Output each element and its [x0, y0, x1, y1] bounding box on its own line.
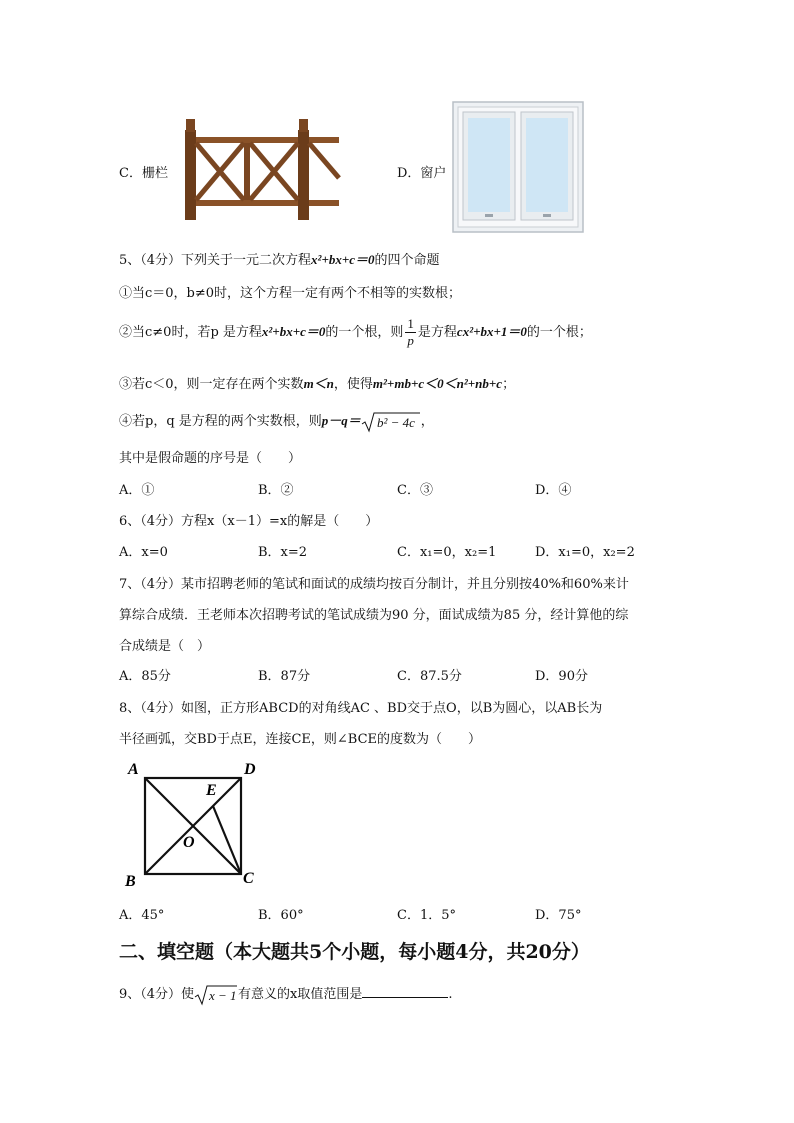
q6-option-b: B．x=2 [258, 545, 308, 560]
q7-option-b: B．87分 [258, 669, 311, 684]
q7-option-c: C．87.5分 [397, 669, 462, 684]
q6-option-d: D．x₁=0，x₂=2 [535, 545, 635, 560]
vertex-c-label: C [243, 870, 254, 887]
vertex-d-label: D [244, 761, 256, 778]
q5-stem: 5、（4分）下列关于一元二次方程x²+bx+c＝0的四个命题 [119, 252, 440, 268]
q6-stem: 6、（4分）方程x（x－1）=x的解是（ ） [119, 514, 379, 529]
q8-option-c: C．1．5° [397, 908, 456, 923]
sqrt-x-minus-1 [194, 984, 238, 1006]
option-d-label: D．窗户 [397, 166, 447, 181]
q5-option-d: D．④ [535, 483, 572, 498]
q8-option-b: B．60° [258, 908, 304, 923]
square-figure [120, 755, 270, 890]
sqrt-radicand: x − 1 [209, 987, 237, 1003]
sqrt-b2-4c [361, 411, 421, 433]
vertex-a-label: A [128, 761, 139, 778]
q5-proposition-2: ②当c≠0时，若p 是方程x²+bx+c＝0的一个根，则 $\frac{1}{p}$ 是方程cx²+bx+1＝0的一个根； [119, 316, 592, 348]
answer-blank[interactable] [362, 983, 448, 998]
q7-line-1: 7、（4分）某市招聘老师的笔试和面试的成绩均按百分制计，并且分别按40%和60%来计 [119, 577, 629, 592]
q5-option-a: A．① [119, 483, 155, 498]
q7-option-a: A．85分 [119, 669, 171, 684]
q8-option-d: D．75° [535, 908, 582, 923]
fence-image [181, 116, 343, 222]
q9-stem: 9、（4分）使 x − 1 有意义的x取值范围是 . [119, 983, 453, 1006]
q5-option-b: B．② [258, 483, 294, 498]
q6-option-c: C．x₁=0，x₂=1 [397, 545, 497, 560]
q5-proposition-4: ④若p，q 是方程的两个实数根，则p－q＝ b² − 4c ， [119, 410, 434, 433]
q8-option-a: A．45° [119, 908, 165, 923]
q6-option-a: A．x=0 [119, 545, 168, 560]
segment-ce [213, 806, 241, 874]
fraction-1-over-p: $\frac{1}{p}$ [407, 316, 414, 348]
q8-line-1: 8、（4分）如图，正方形ABCD的对角线AC 、BD交于点O，以B为圆心，以AB长为 [119, 701, 603, 716]
section-2-title: 二、填空题（本大题共5个小题，每小题4分，共20分） [119, 941, 590, 963]
point-o-label: O [183, 834, 195, 851]
q7-option-d: D．90分 [535, 669, 588, 684]
q5-proposition-1: ①当c＝0，b≠0时，这个方程一定有两个不相等的实数根； [119, 286, 462, 301]
q5-ask: 其中是假命题的序号是（ ） [119, 451, 302, 466]
q5-proposition-3: ③若c＜0，则一定存在两个实数m＜n，使得m²+mb+c＜0＜n²+nb+c； [119, 376, 516, 392]
q5-option-c: C．③ [397, 483, 433, 498]
vertex-b-label: B [125, 873, 136, 890]
q8-line-2: 半径画弧，交BD于点E，连接CE，则∠BCE的度数为（ ） [119, 732, 482, 747]
q7-line-2: 算综合成绩．王老师本次招聘考试的笔试成绩为90 分，面试成绩为85 分，经计算他的综 [119, 608, 629, 623]
sqrt-radicand: b² − 4c [376, 414, 415, 430]
q7-line-3: 合成绩是（ ） [119, 639, 211, 654]
option-c-label: C．栅栏 [119, 166, 168, 181]
window-image [452, 101, 584, 233]
point-e-label: E [206, 782, 217, 799]
